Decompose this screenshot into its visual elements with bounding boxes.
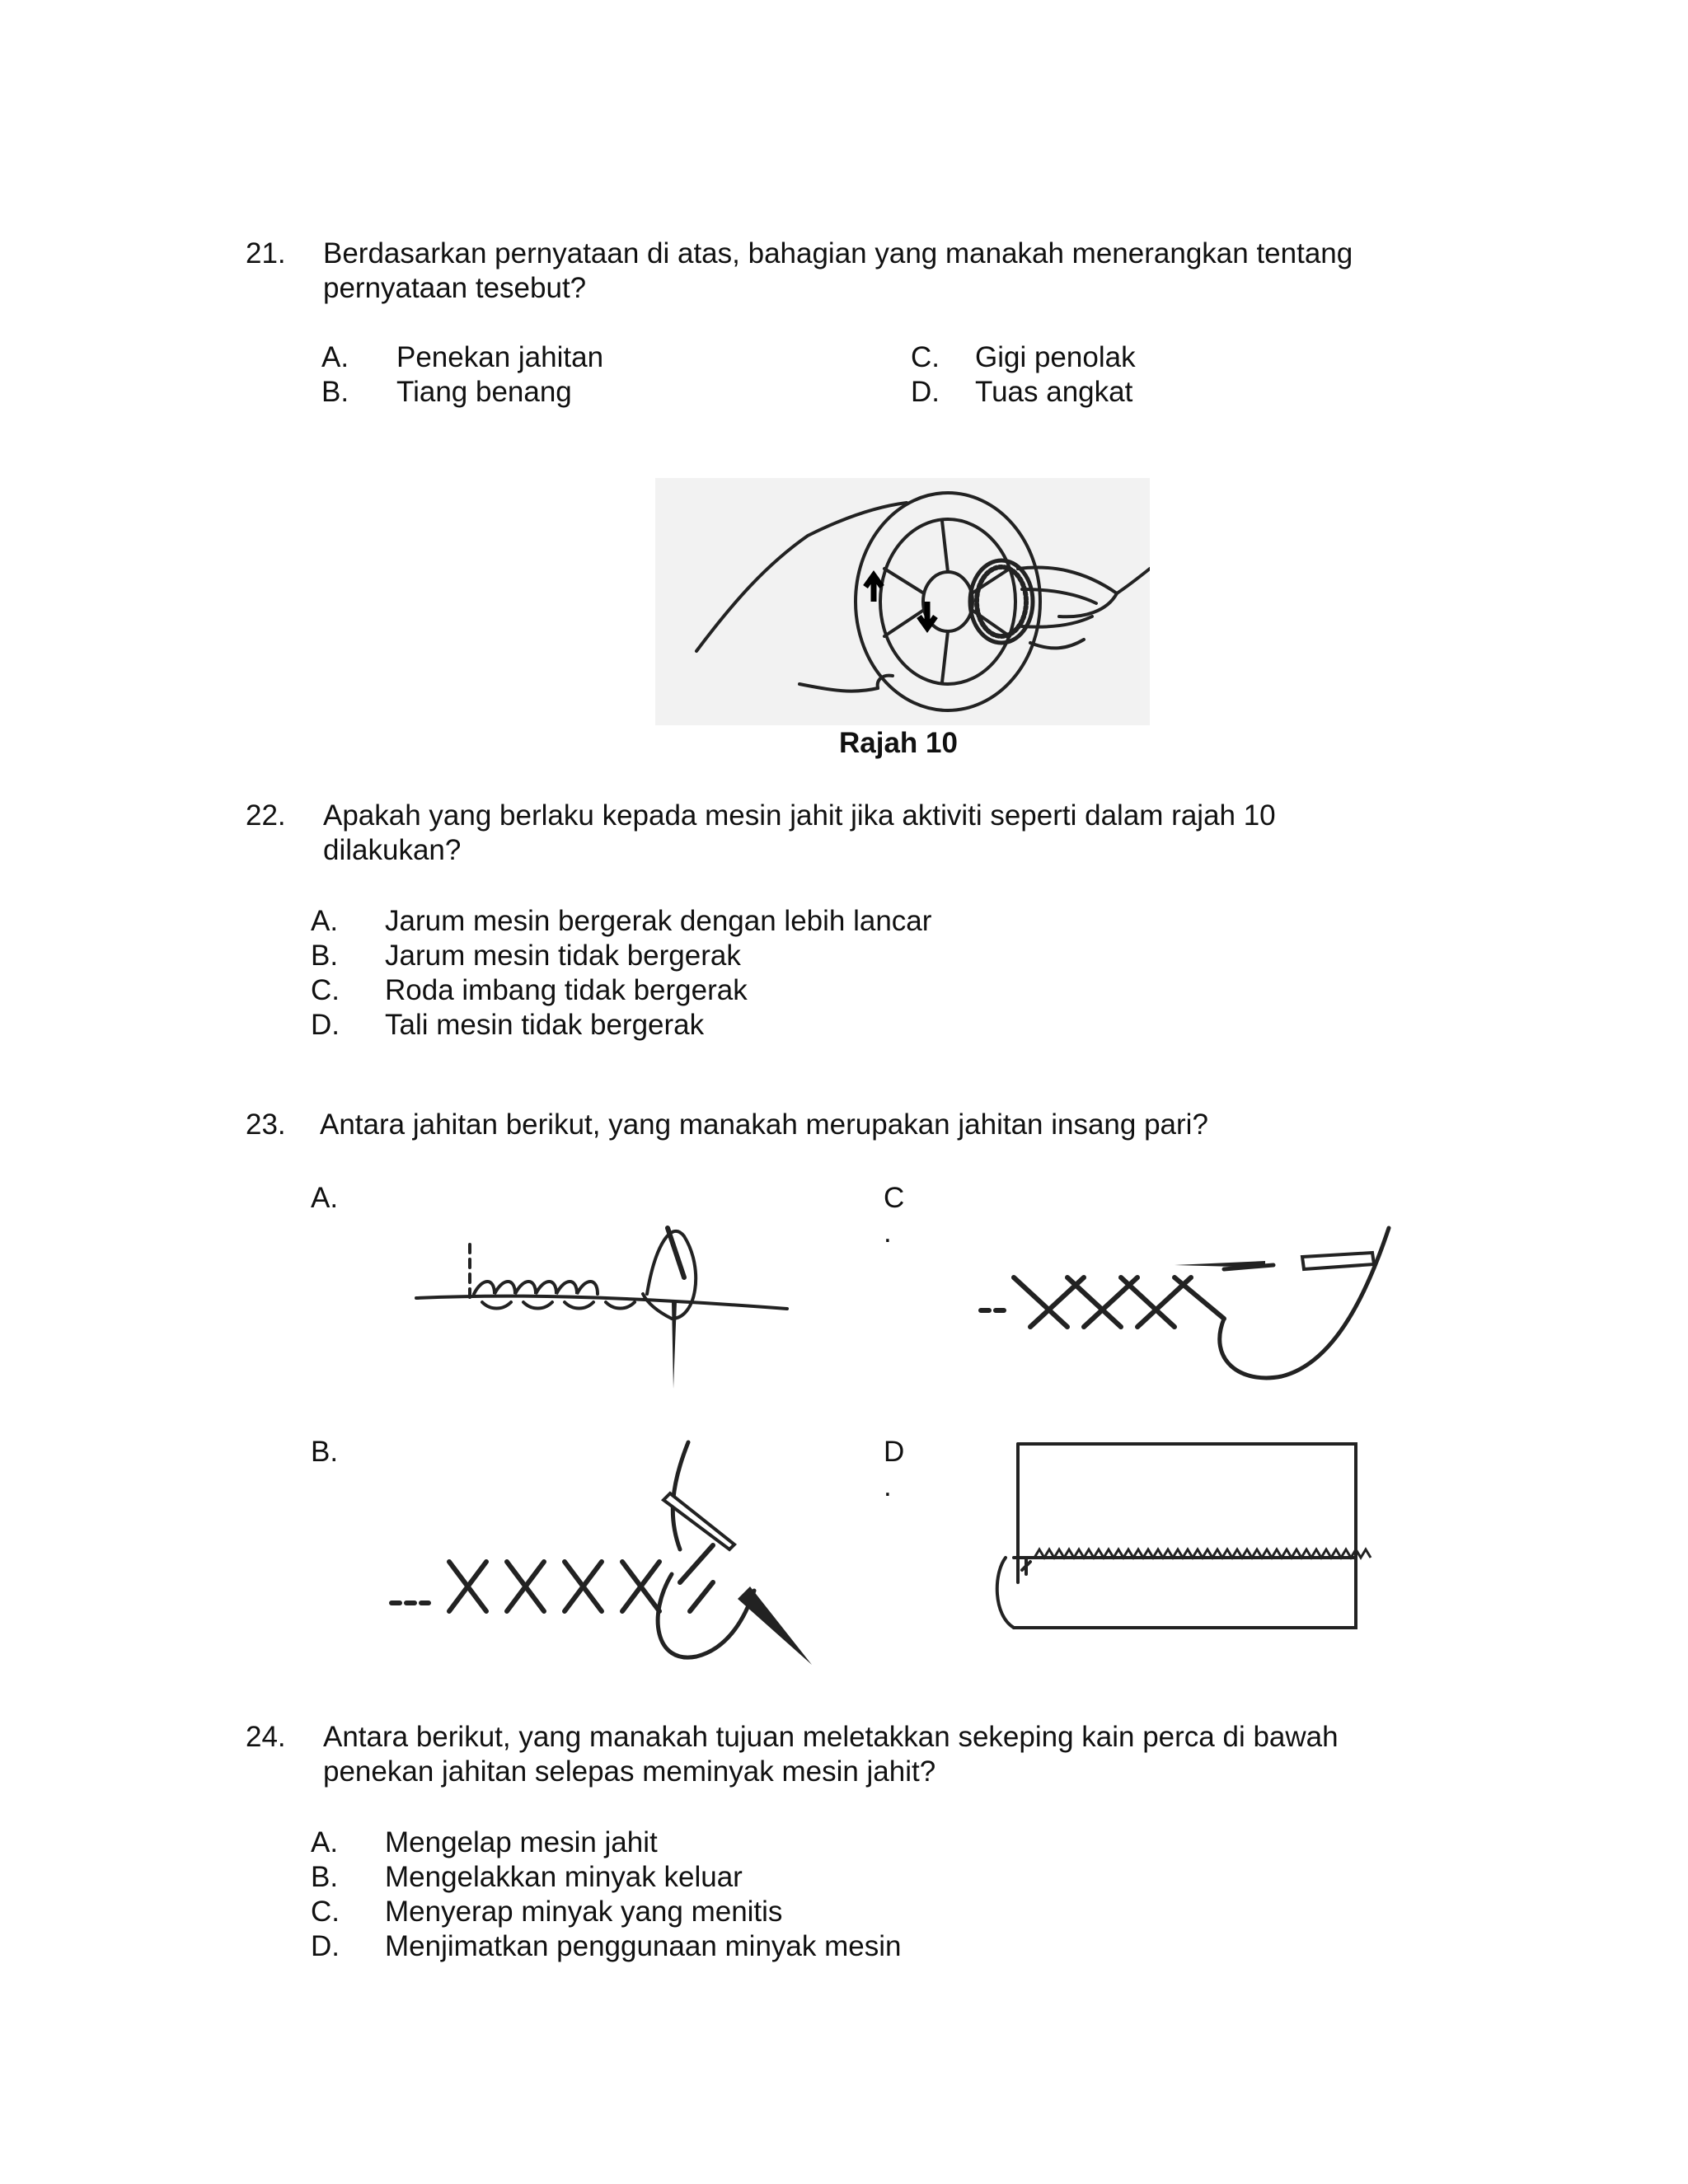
q22-option-b-text: Jarum mesin tidak bergerak <box>385 940 741 972</box>
stitch-c-figure <box>977 1187 1405 1393</box>
stitch-d-figure <box>989 1434 1376 1640</box>
q22-option-d-text: Tali mesin tidak bergerak <box>385 1009 705 1041</box>
stitch-b-figure <box>383 1426 820 1673</box>
q22-option-c-letter: C. <box>311 974 340 1006</box>
figure-background <box>655 478 1150 725</box>
q22-option-a-letter: A. <box>311 905 339 937</box>
q23-option-c-dot: . <box>884 1216 892 1249</box>
q21-option-c-letter: C. <box>911 341 940 373</box>
q24-option-b-letter: B. <box>311 1861 339 1893</box>
q24-option-d-letter: D. <box>311 1930 340 1962</box>
q24-option-a-text: Mengelap mesin jahit <box>385 1826 658 1858</box>
question-22-number: 22. <box>246 799 286 832</box>
cross-stitch-4 <box>622 1562 659 1611</box>
q21-option-c-text: Gigi penolak <box>975 341 1136 373</box>
blanket-stitches <box>474 1282 598 1294</box>
question-21-text: Berdasarkan pernyataan di atas, bahagian yang manakah menerangkan tentang <box>323 237 1353 269</box>
fabric-edge-line <box>416 1296 787 1309</box>
thread-loop <box>643 1231 696 1319</box>
q21-option-a-text: Penekan jahitan <box>396 341 604 373</box>
fabric-outline <box>1014 1444 1356 1628</box>
q22-option-a-text: Jarum mesin bergerak dengan lebih lancar <box>385 905 932 937</box>
cross-stitch-2 <box>507 1562 544 1611</box>
needle-icon <box>1302 1253 1374 1269</box>
q23-option-a-letter: A. <box>311 1182 339 1214</box>
q23-option-d-letter: D <box>884 1436 905 1468</box>
question-23-number: 23. <box>246 1108 286 1141</box>
partial-stitch <box>680 1545 713 1582</box>
slip-stitches <box>1034 1549 1371 1558</box>
cross-stitch-3 <box>565 1562 602 1611</box>
question-21-number: 21. <box>246 237 286 269</box>
q21-option-d-text: Tuas angkat <box>975 376 1133 408</box>
thread-loop <box>658 1574 754 1657</box>
q21-option-d-letter: D. <box>911 376 940 408</box>
q22-option-d-letter: D. <box>311 1009 340 1041</box>
question-24-text: Antara berikut, yang manakah tujuan meletakkan sekeping kain perca di bawah <box>323 1721 1339 1753</box>
q24-option-d-text: Menjimatkan penggunaan minyak mesin <box>385 1930 902 1962</box>
figure-10-caption: Rajah 10 <box>839 727 958 759</box>
q22-option-c-text: Roda imbang tidak bergerak <box>385 974 748 1006</box>
question-23-text: Antara jahitan berikut, yang manakah merupakan jahitan insang pari? <box>320 1108 1208 1141</box>
needle-tip-icon <box>1175 1261 1265 1268</box>
herringbone-stitch-4 <box>1175 1277 1224 1319</box>
q24-option-b-text: Mengelakkan minyak keluar <box>385 1861 743 1893</box>
stitch-a-figure <box>408 1179 795 1401</box>
thread-loop <box>1220 1228 1389 1378</box>
question-22-text: Apakah yang berlaku kepada mesin jahit jika aktiviti seperti dalam rajah 10 <box>323 799 1276 832</box>
q23-option-d-dot: . <box>884 1470 892 1502</box>
q24-option-c-text: Menyerap minyak yang menitis <box>385 1896 783 1928</box>
q21-option-b-letter: B. <box>321 376 349 408</box>
balance-wheel-figure <box>655 478 1150 725</box>
needle-tip-icon <box>738 1586 812 1665</box>
question-22-text-line2: dilakukan? <box>323 834 462 866</box>
q24-option-a-letter: A. <box>311 1826 339 1858</box>
q22-option-b-letter: B. <box>311 940 339 972</box>
cross-stitch-1 <box>449 1562 486 1611</box>
q21-option-a-letter: A. <box>321 341 349 373</box>
question-24-number: 24. <box>246 1721 286 1753</box>
q23-option-c-letter: C <box>884 1182 905 1214</box>
question-24-text-line2: penekan jahitan selepas meminyak mesin jahit? <box>323 1755 936 1788</box>
needle-icon <box>672 1302 677 1389</box>
q24-option-c-letter: C. <box>311 1896 340 1928</box>
question-21-text-line2: pernyataan tesebut? <box>323 272 587 304</box>
q23-option-b-letter: B. <box>311 1436 339 1468</box>
q21-option-b-text: Tiang benang <box>396 376 572 408</box>
hem-fold <box>997 1558 1014 1628</box>
